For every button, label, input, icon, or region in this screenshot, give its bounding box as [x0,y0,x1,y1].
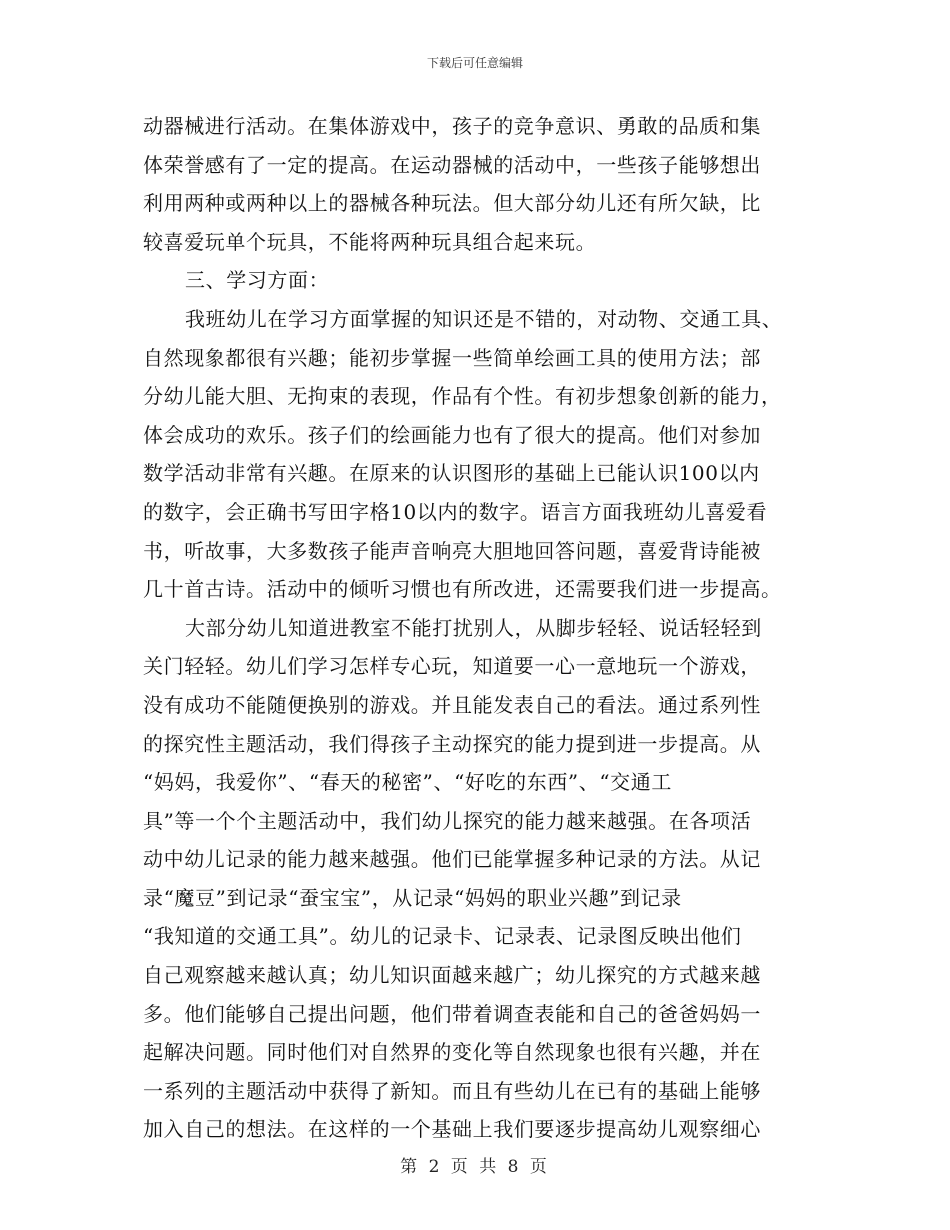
text-line: 关门轻轻。幼儿们学习怎样专心玩，知道要一心一意地玩一个游戏， [143,654,761,679]
text-line: 起解决问题。同时他们对自然界的变化等自然现象也很有兴趣，并在 [143,1040,761,1065]
text-line: 一系列的主题活动中获得了新知。而且有些幼儿在已有的基础上能够 [143,1078,761,1103]
page-footer: 第 2 页 共 8 页 [400,1157,550,1177]
text-line: 的探究性主题活动，我们得孩子主动探究的能力提到进一步提高。从 [143,731,761,756]
text-line: 利用两种或两种以上的器械各种玩法。但大部分幼儿还有所欠缺，比 [143,191,761,216]
text-line: 几十首古诗。活动中的倾听习惯也有所改进，还需要我们进一步提高。 [143,577,782,602]
text-line: 数学活动非常有兴趣。在原来的认识图形的基础上已能认识100以内 [143,461,760,486]
text-line: 动器械进行活动。在集体游戏中，孩子的竞争意识、勇敢的品质和集 [143,114,761,138]
text-line: 三、学习方面： [185,268,330,293]
document-body [143,107,811,1149]
text-line: 录“魔豆”到记录“蚕宝宝”，从记录“妈妈的职业兴趣”到记录 [143,885,682,910]
text-line: 多。他们能够自己提出问题，他们带着调查表能和自己的爸爸妈妈一 [143,1001,761,1026]
text-line: “我知道的交通工具”。幼儿的记录卡、记录表、记录图反映出他们 [143,924,742,949]
text-line: 我班幼儿在学习方面掌握的知识还是不错的，对动物、交通工具、 [185,306,783,331]
text-line: 体会成功的欢乐。孩子们的绘画能力也有了很大的提高。他们对参加 [143,422,761,447]
text-line: 大部分幼儿知道进教室不能打扰别人，从脚步轻轻、说话轻轻到 [185,615,762,640]
page-header: 下载后可任意编辑 [426,56,523,70]
text-line: 自然现象都很有兴趣；能初步掌握一些简单绘画工具的使用方法；部 [143,345,761,370]
text-line: 的数字，会正确书写田字格10以内的数字。语言方面我班幼儿喜爱看 [143,499,768,524]
text-line: “妈妈，我爱你”、“春天的秘密”、“好吃的东西”、“交通工 [143,770,672,795]
text-line: 书，听故事，大多数孩子能声音响亮大胆地回答问题，喜爱背诗能被 [143,538,761,563]
text-line: 体荣誉感有了一定的提高。在运动器械的活动中，一些孩子能够想出 [143,152,761,177]
text-line: 较喜爱玩单个玩具，不能将两种玩具组合起来玩。 [143,229,597,254]
text-line: 没有成功不能随便换别的游戏。并且能发表自己的看法。通过系列性 [143,692,761,717]
text-line: 动中幼儿记录的能力越来越强。他们已能掌握多种记录的方法。从记 [143,847,761,872]
text-line: 加入自己的想法。在这样的一个基础上我们要逐步提高幼儿观察细心 [143,1117,761,1142]
text-line: 具”等一个个主题活动中，我们幼儿探究的能力越来越强。在各项活 [143,808,752,833]
text-line: 分幼儿能大胆、无拘束的表现，作品有个性。有初步想象创新的能力， [143,384,782,409]
text-line: 自己观察越来越认真；幼儿知识面越来越广；幼儿探究的方式越来越 [143,963,761,988]
